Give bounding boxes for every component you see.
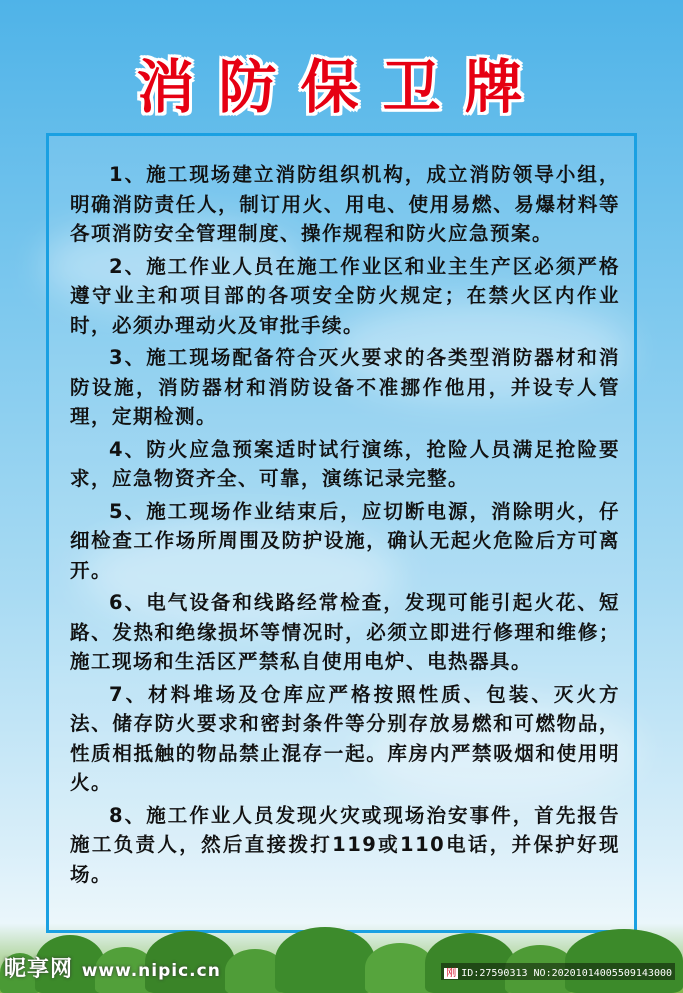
watermark-id (441, 963, 675, 980)
page-title: 消防保卫牌 (136, 53, 547, 121)
watermark-id-text: ID:27590313 NO:20201014005509143000 (461, 968, 672, 979)
rule-item: 1、施工现场建立消防组织机构，成立消防领导小组，明确消防责任人，制订用火、用电、使用易燃、易爆材料等各项消防安全管理制度、操作规程和防火应急预案。 (70, 163, 620, 245)
watermark-brand (4, 952, 221, 983)
tree-icon (565, 929, 683, 993)
rule-item: 3、施工现场配备符合灭火要求的各类型消防器材和消防设施，消防器材和消防设备不准挪作他用，并设专人管理，定期检测。 (70, 346, 620, 428)
tree-icon (275, 927, 375, 993)
rule-item: 5、施工现场作业结束后，应切断电源，消除明火，仔细检查工作场所周围及防护设施，确认无起火危险后方可离开。 (70, 499, 620, 582)
watermark-site: www.nipic.cn (81, 961, 221, 981)
rule-item: 7、材料堆场及仓库应严格按照性质、包装、灭火方法、储存防火要求和密封条件等分别存放易燃和可燃物品，性质相抵触的物品禁止混存一起。库房内严禁吸烟和使用明火。 (70, 682, 620, 794)
watermark-author: 刚 (446, 968, 457, 979)
rule-item: 4、防火应急预案适时试行演练，抢险人员满足抢险要求，应急物资齐全、可靠，演练记录完整。 (70, 437, 620, 490)
rule-item: 2、施工作业人员在施工作业区和业主生产区必须严格遵守业主和项目部的各项安全防火规定；在禁火区内作业时，必须办理动火及审批手续。 (70, 254, 620, 337)
watermark-brand-text: 昵享网 (4, 957, 74, 982)
rule-item: 6、电气设备和线路经常检查，发现可能引起火花、短路、发热和绝缘损坏等情况时，必须立即进行修理和维修；施工现场和生活区严禁私自使用电炉、电热器具。 (70, 591, 620, 673)
rules-list (70, 160, 620, 892)
rule-item: 8、施工作业人员发现火灾或现场治安事件，首先报告施工负责人，然后直接拨打119或110电话，并保护好现场。 (70, 803, 620, 886)
